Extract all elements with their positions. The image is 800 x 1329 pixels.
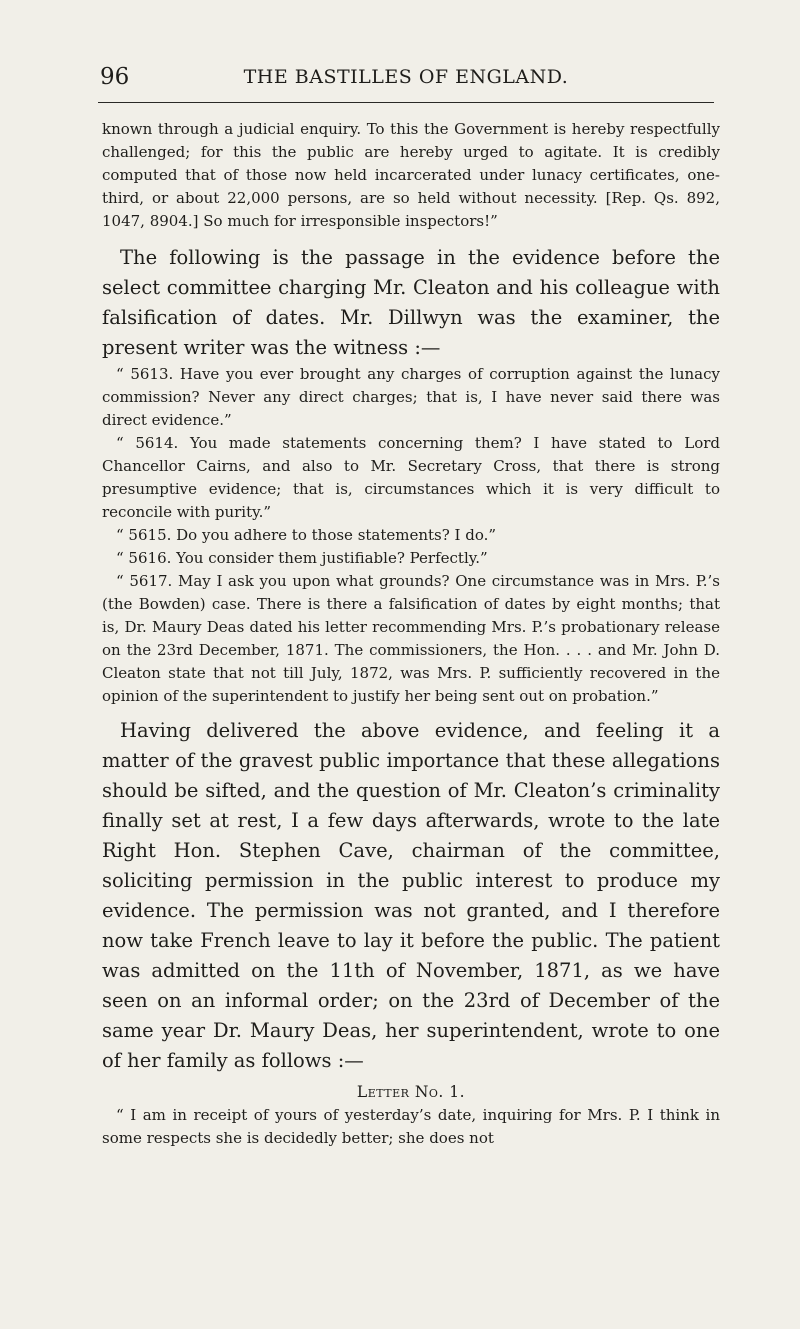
paragraph-narrative: Having delivered the above evidence, and feeling it a matter of the gravest public importance that these allegations should be sifted, and the question of Mr. Cleaton’s criminality finally set at rest, I a few days afterwards, wrote to the late Right Hon. Stephen Cave, chairman of the committee, soliciting permission in the public interest to produce my evidence. The permission was not granted, and I therefore now take French leave to lay it before the public. The patient was admitted on the 11th of November, 1871, as we have seen on an informal order; on the 23rd of December of the same year Dr. Maury Deas, her superintendent, wrote to one of her family as follows :— [102,719,720,1072]
evidence-question-5616: “ 5616. You consider them justifiable? Perfectly.” [116,549,488,567]
evidence-question-5613: “ 5613. Have you ever brought any charges of corruption against the lunacy commission? Never any direct charges; that is, I have never said there was direct evidence.” [102,365,720,429]
evidence-question-5617: “ 5617. May I ask you upon what grounds? One circumstance was in Mrs. P.’s (the Bowden) case. There is there a falsification of dates by eight months; that is, Dr. Maury Deas dated his letter recommending Mrs. P.’s probationary release on the 23rd December, 1871. The commissioners, the Hon. . . . and Mr. John D. Cleaton state that not till July, 1872, was Mrs. P. sufficiently recovered in the opinion of the superintendent to justify her being sent out on probation.” [102,572,720,705]
paragraph-intro-evidence: The following is the passage in the evidence before the select committee charging Mr. Cleaton and his colleague with falsification of dates. Mr. Dillwyn was the examiner, the present writer was the witness :— [102,246,720,359]
page-header [98,62,714,103]
paragraph-continuation: known through a judicial enquiry. To this the Government is hereby respectfully challenged; for this the public are hereby urged to agitate. It is credibly computed that of those now held incarcerated under lunacy certificates, one-third, or about 22,000 persons, are so held without necessity. [Rep. Qs. 892, 1047, 8904.] So much for irresponsible inspectors!” [102,120,720,230]
letter-text: “ I am in receipt of yours of yesterday’s date, inquiring for Mrs. P. I think in some respects she is decidedly better; she does not [102,1106,720,1147]
running-title: THE BASTILLES OF ENGLAND. [243,66,569,88]
evidence-question-5615: “ 5615. Do you adhere to those statements? I do.” [116,526,497,544]
page-number: 96 [100,64,130,90]
evidence-question-5614: “ 5614. You made statements concerning them? I have stated to Lord Chancellor Cairns, and also to Mr. Secretary Cross, that there is strong presumptive evidence; that is, circumstances which it is very difficult to reconcile with purity.” [102,434,720,521]
page-body [102,118,720,1150]
letter-heading: Letter No. 1. [356,1083,466,1101]
